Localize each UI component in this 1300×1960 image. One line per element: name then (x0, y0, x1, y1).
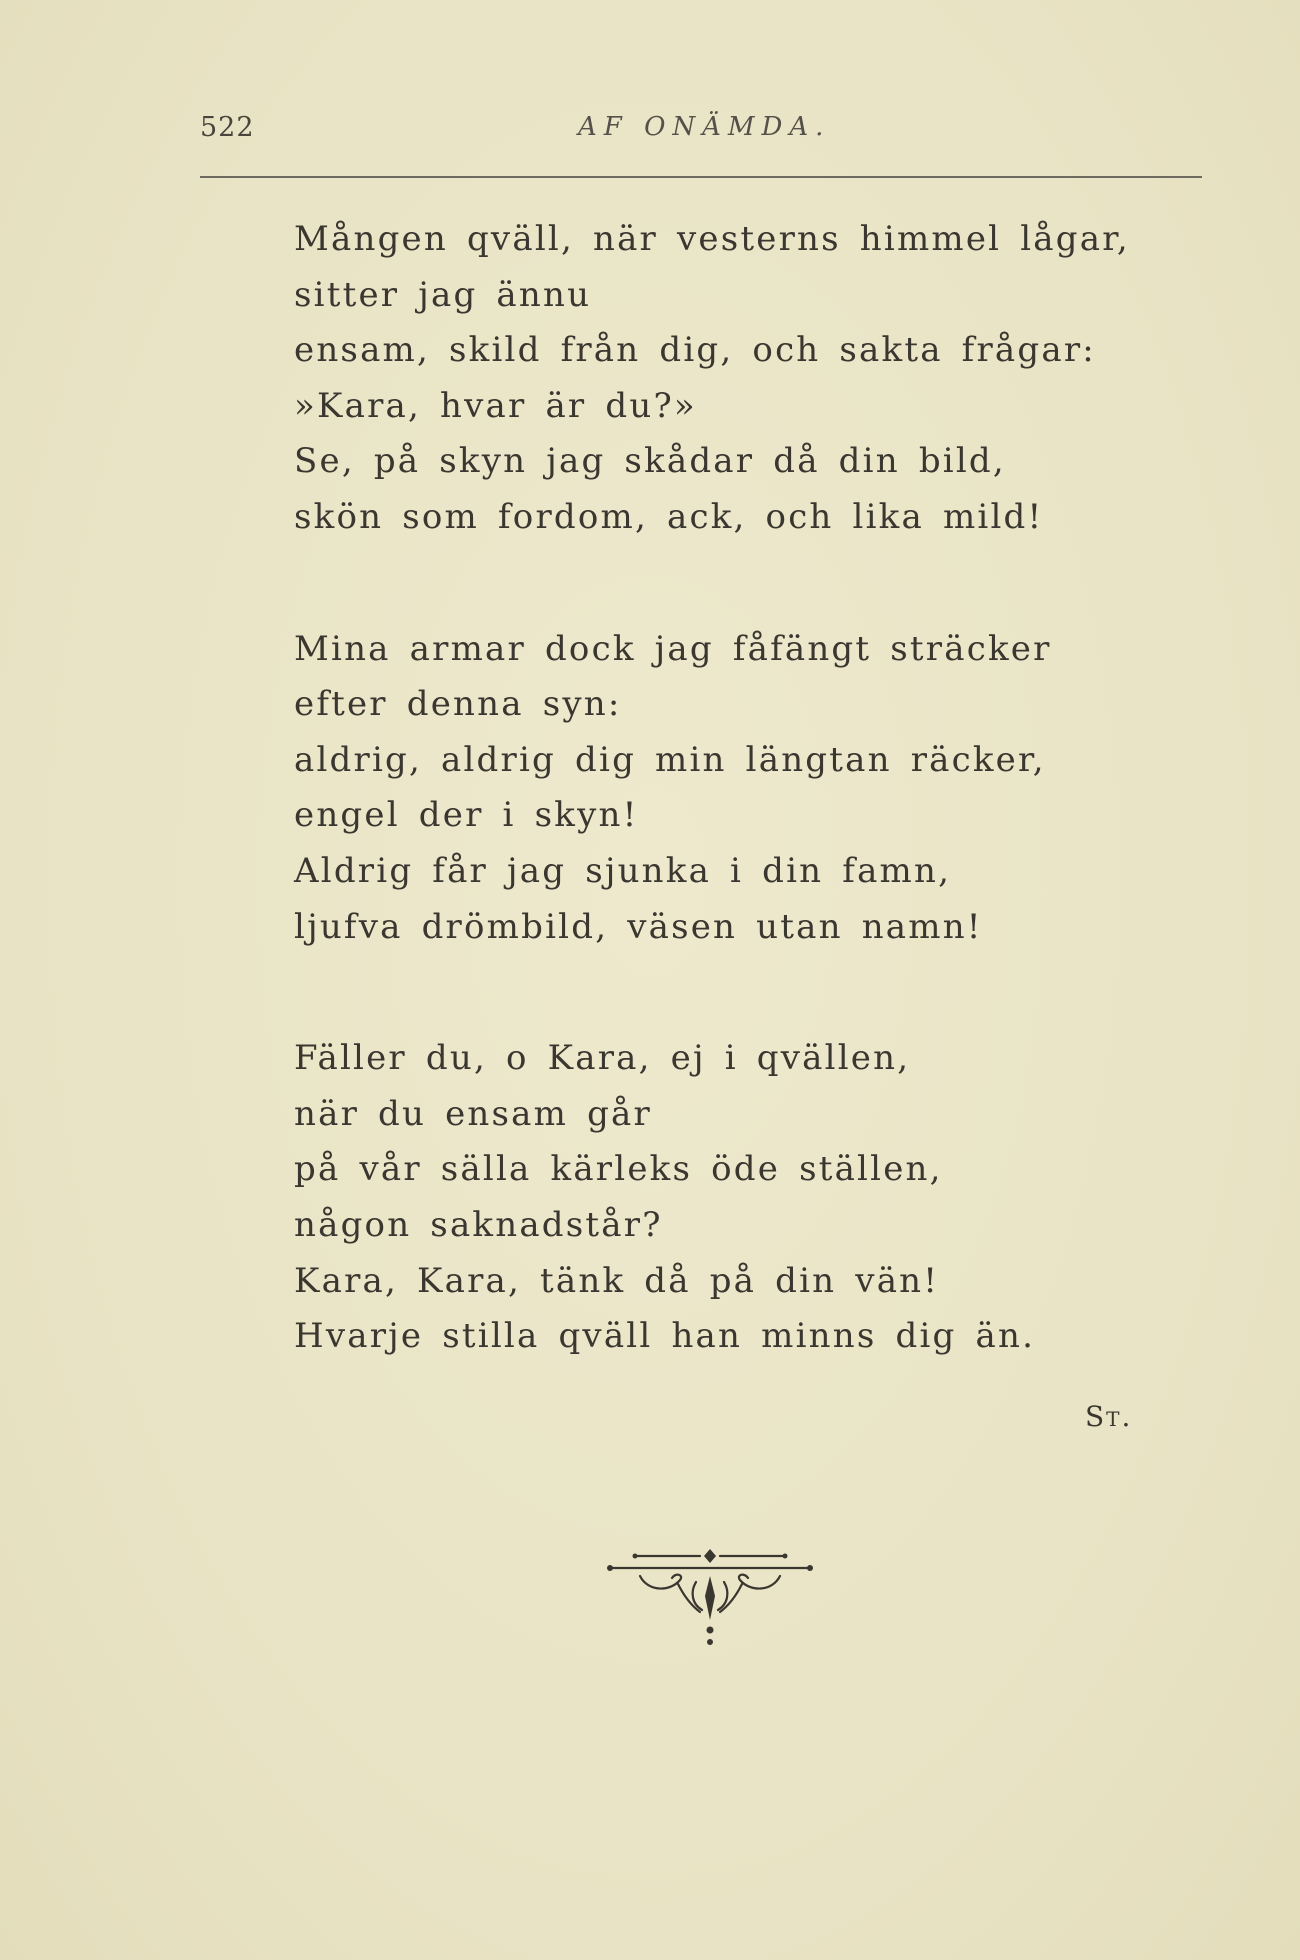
poem-line: sitter jag ännu (294, 274, 592, 315)
page-header (200, 112, 1200, 152)
poem-line: när du ensam går (294, 1093, 652, 1134)
poem-line: Mången qväll, när vesterns himmel lågar, (294, 219, 1130, 259)
poem-line: aldrig, aldrig dig min längtan räcker, (294, 739, 1046, 780)
poem-line: skön som fordom, ack, och lika mild! (294, 496, 1044, 537)
poem-line: Se, på skyn jag skådar då din bild, (294, 441, 1006, 482)
author-signature: St. (1085, 1400, 1133, 1433)
poem-line: ensam, skild från dig, och sakta frågar: (294, 330, 1096, 371)
poem-line: engel der i skyn! (294, 795, 639, 836)
poem-line: »Kara, hvar är du?» (294, 385, 697, 426)
poem-line: efter denna syn: (294, 684, 622, 725)
poem-line: på vår sälla kärleks öde ställen, (294, 1149, 943, 1190)
poem (294, 212, 1194, 1441)
running-head: AF ONÄMDA. (578, 112, 831, 142)
tailpiece-ornament-icon (600, 1540, 820, 1660)
poem-line: Fäller du, o Kara, ej i qvällen, (294, 1038, 911, 1079)
page-number: 522 (200, 112, 255, 143)
poem-line: Mina armar dock jag fåfängt sträcker (294, 628, 1052, 669)
stanza-2 (294, 622, 1194, 956)
poem-line: Kara, Kara, tänk då på din vän! (294, 1260, 940, 1301)
poem-line: Hvarje stilla qväll han minns dig än. (294, 1316, 1036, 1357)
header-rule (200, 176, 1202, 178)
poem-line: någon saknadstår? (294, 1204, 663, 1245)
stanza-3 (294, 1031, 1194, 1365)
poem-line: Aldrig får jag sjunka i din famn, (294, 850, 952, 891)
poem-line: ljufva drömbild, väsen utan namn! (294, 906, 983, 947)
stanza-1 (294, 212, 1194, 546)
